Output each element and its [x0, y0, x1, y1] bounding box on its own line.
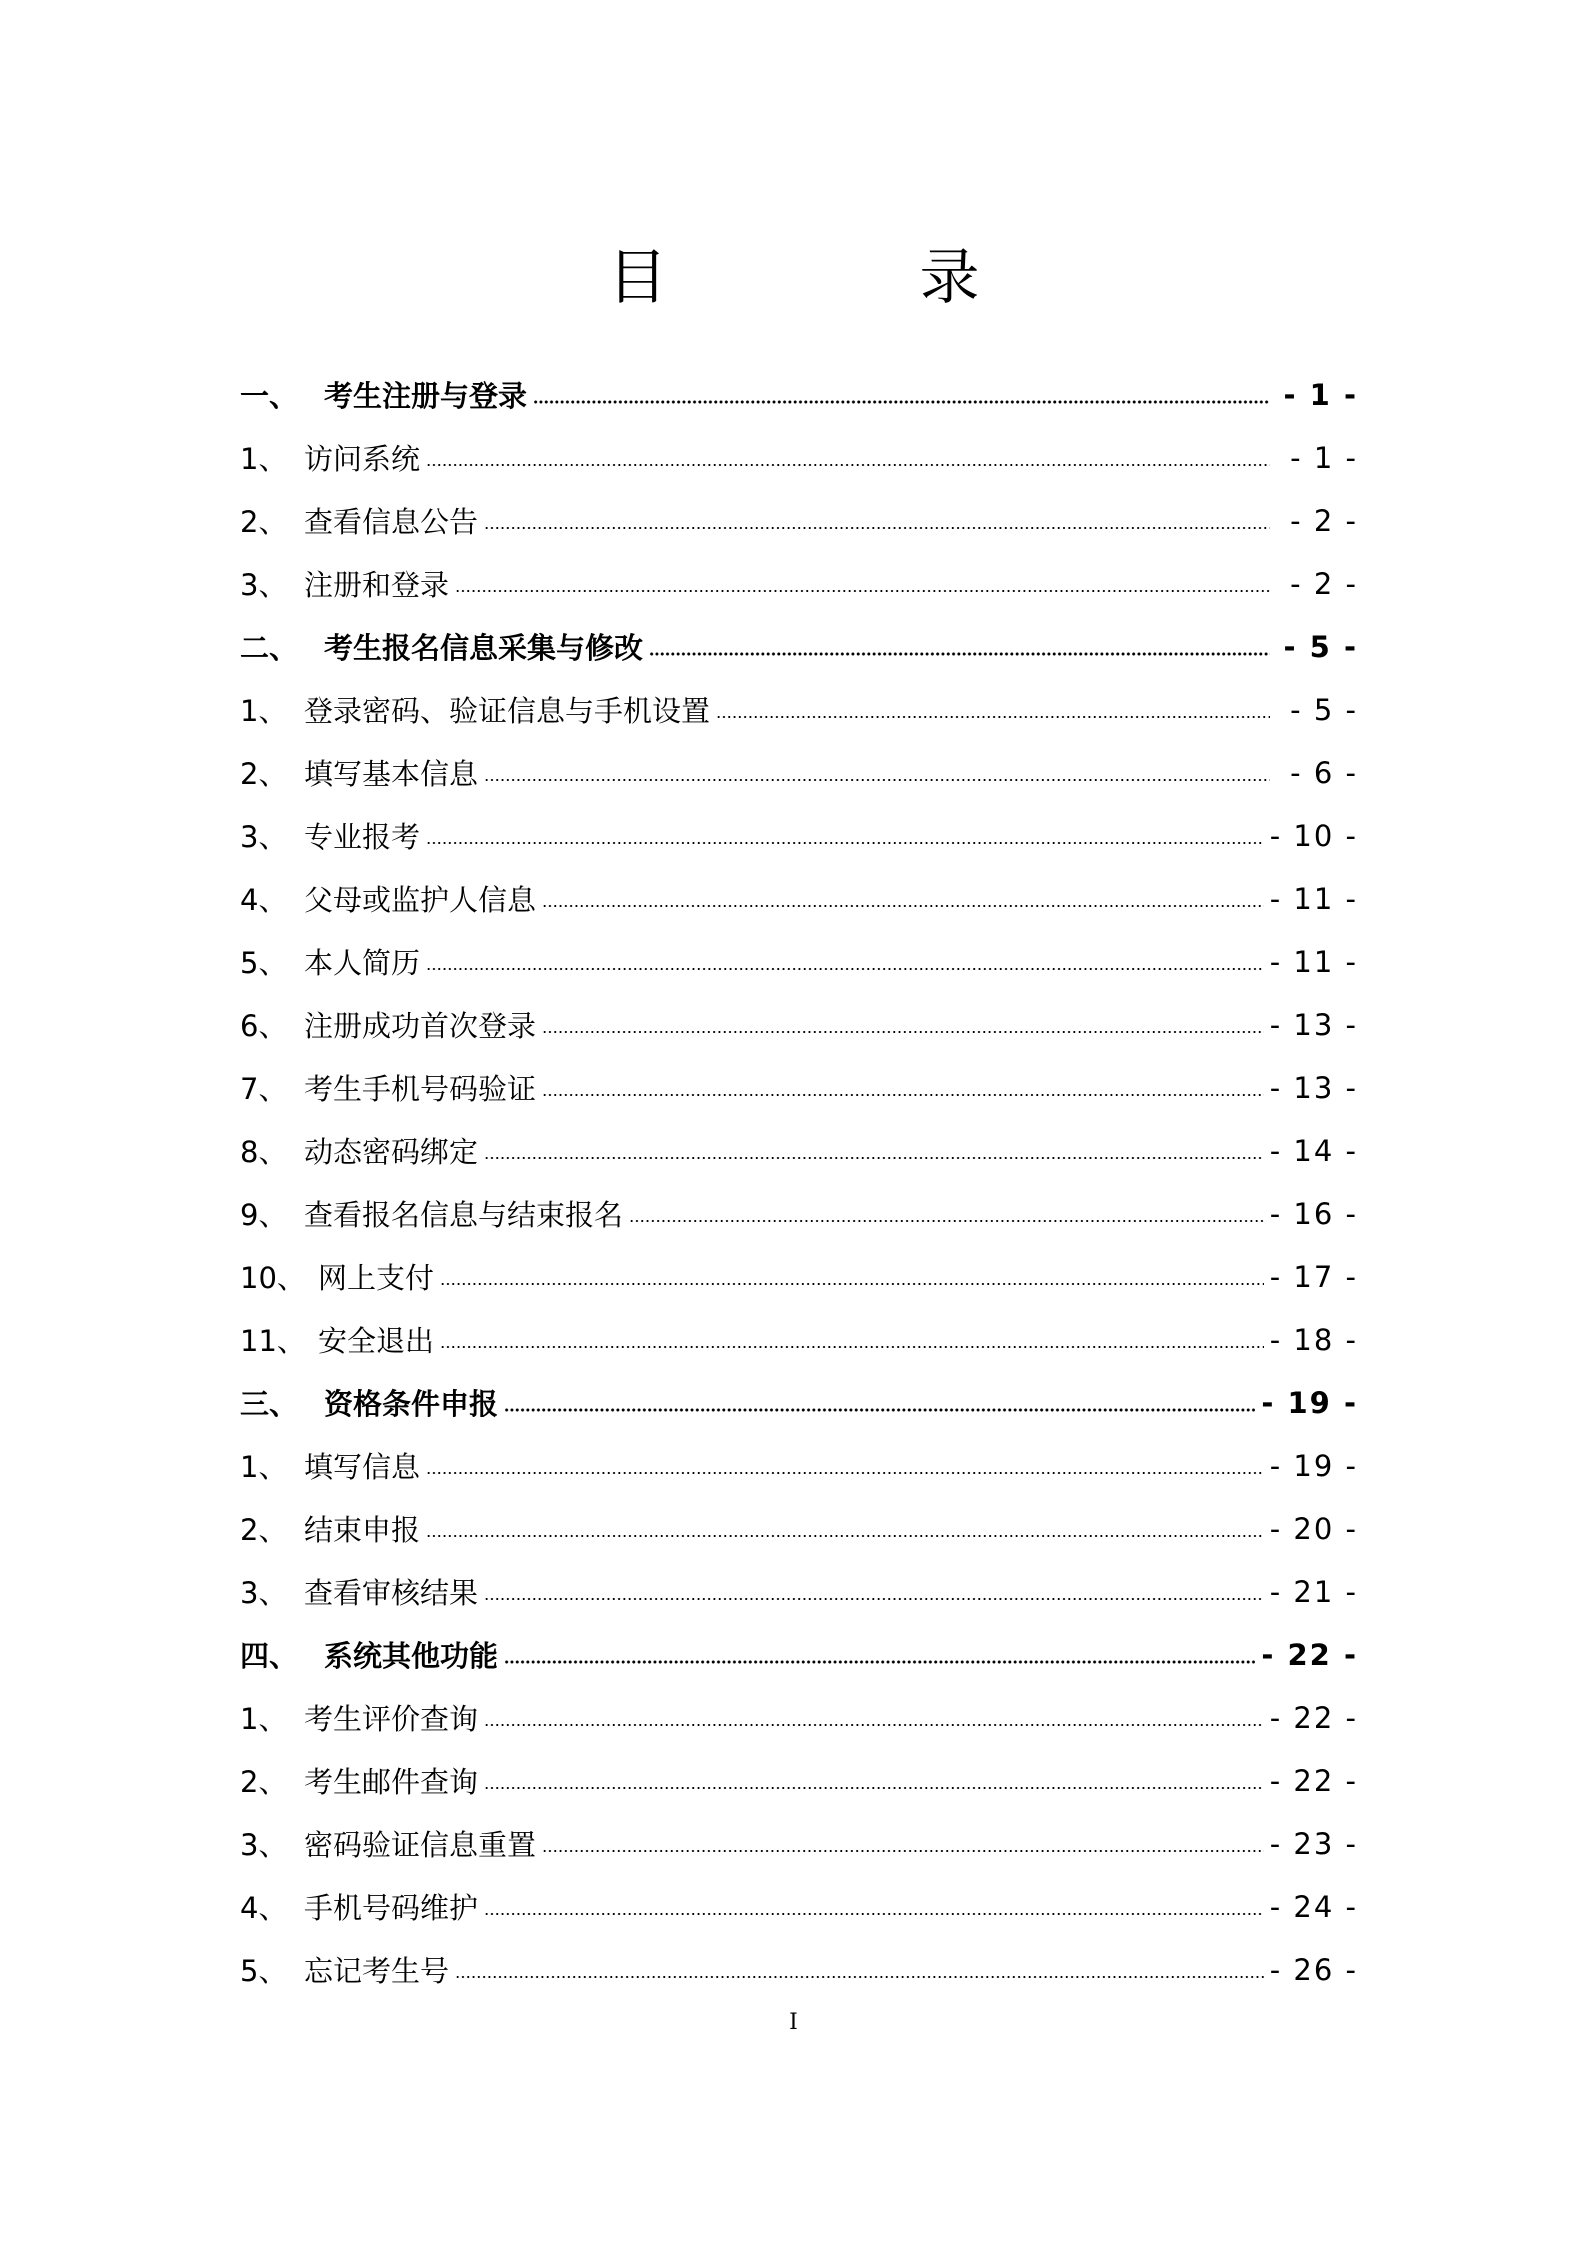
toc-entry-page: - 22 - [1269, 1763, 1358, 1798]
toc-dot-leader [426, 1469, 1264, 1477]
toc-entry-label: 忘记考生号 [304, 1954, 450, 1988]
toc-entry-number: 9、 [240, 1198, 288, 1232]
toc-entry-number: 四、 [240, 1639, 299, 1673]
page-number-footer: I [789, 2010, 798, 2035]
toc-dot-leader [629, 1217, 1264, 1225]
toc-entry-number: 1、 [240, 442, 288, 476]
toc-entry-number: 8、 [240, 1135, 288, 1169]
toc-item-entry[interactable] [240, 804, 1358, 867]
toc-item-entry[interactable] [240, 552, 1358, 615]
toc-entry-page: - 24 - [1269, 1889, 1358, 1924]
toc-entry-number: 二、 [240, 631, 299, 665]
toc-entry-label: 注册和登录 [304, 568, 450, 602]
toc-entry-page: - 11 - [1269, 881, 1358, 916]
toc-entry-number: 3、 [240, 568, 288, 602]
toc-entry-number: 3、 [240, 820, 288, 854]
toc-entry-label: 考生评价查询 [304, 1702, 479, 1736]
toc-entry-number: 4、 [240, 883, 288, 917]
toc-entry-page: - 26 - [1269, 1952, 1358, 1987]
toc-entry-page: - 22 - [1269, 1700, 1358, 1735]
toc-dot-leader [455, 1973, 1264, 1981]
toc-entry-label: 安全退出 [318, 1324, 435, 1358]
toc-item-entry[interactable] [240, 1182, 1358, 1245]
toc-entry-page: - 11 - [1269, 944, 1358, 979]
toc-item-entry[interactable] [240, 1875, 1358, 1938]
toc-entry-number: 1、 [240, 694, 288, 728]
toc-entry-page: - 19 - [1261, 1385, 1358, 1420]
toc-dot-leader [426, 461, 1270, 469]
toc-entry-label: 考生手机号码验证 [304, 1072, 537, 1106]
toc-entry-number: 一、 [240, 379, 299, 413]
toc-dot-leader [426, 1532, 1264, 1540]
toc-entry-number: 5、 [240, 1954, 288, 1988]
table-of-contents [240, 363, 1358, 2001]
toc-entry-number: 1、 [240, 1450, 288, 1484]
toc-entry-label: 网上支付 [318, 1261, 435, 1295]
toc-dot-leader [542, 1028, 1264, 1036]
toc-entry-label: 密码验证信息重置 [304, 1828, 537, 1862]
toc-entry-number: 2、 [240, 757, 288, 791]
toc-entry-page: - 22 - [1261, 1637, 1358, 1672]
toc-entry-number: 3、 [240, 1576, 288, 1610]
toc-item-entry[interactable] [240, 1749, 1358, 1812]
toc-entry-page: - 23 - [1269, 1826, 1358, 1861]
toc-dot-leader [542, 1091, 1264, 1099]
toc-item-entry[interactable] [240, 741, 1358, 804]
toc-entry-page: - 17 - [1269, 1259, 1358, 1294]
toc-entry-label: 查看审核结果 [304, 1576, 479, 1610]
toc-entry-page: - 1 - [1290, 440, 1358, 475]
toc-entry-number: 1、 [240, 1702, 288, 1736]
toc-entry-page: - 1 - [1283, 377, 1358, 412]
toc-entry-page: - 21 - [1269, 1574, 1358, 1609]
toc-item-entry[interactable] [240, 1686, 1358, 1749]
toc-entry-label: 资格条件申报 [324, 1387, 499, 1421]
toc-item-entry[interactable] [240, 1560, 1358, 1623]
toc-entry-page: - 14 - [1269, 1133, 1358, 1168]
toc-entry-label: 考生注册与登录 [324, 379, 528, 413]
toc-dot-leader [440, 1343, 1264, 1351]
toc-dot-leader [649, 650, 1270, 658]
toc-entry-label: 考生邮件查询 [304, 1765, 479, 1799]
toc-entry-page: - 16 - [1269, 1196, 1358, 1231]
toc-entry-label: 填写基本信息 [304, 757, 479, 791]
toc-section-entry[interactable] [240, 1371, 1358, 1434]
toc-entry-number: 7、 [240, 1072, 288, 1106]
toc-item-entry[interactable] [240, 426, 1358, 489]
toc-dot-leader [484, 776, 1270, 784]
toc-entry-number: 4、 [240, 1891, 288, 1925]
toc-dot-leader [426, 965, 1264, 973]
toc-dot-leader [484, 524, 1270, 532]
toc-section-entry[interactable] [240, 363, 1358, 426]
toc-item-entry[interactable] [240, 489, 1358, 552]
toc-item-entry[interactable] [240, 1812, 1358, 1875]
toc-entry-number: 5、 [240, 946, 288, 980]
toc-item-entry[interactable] [240, 1434, 1358, 1497]
toc-item-entry[interactable] [240, 678, 1358, 741]
toc-entry-number: 6、 [240, 1009, 288, 1043]
toc-item-entry[interactable] [240, 1497, 1358, 1560]
toc-entry-page: - 5 - [1290, 692, 1358, 727]
toc-item-entry[interactable] [240, 867, 1358, 930]
toc-entry-page: - 6 - [1290, 755, 1358, 790]
page-title: 目 录 [607, 243, 1076, 313]
toc-item-entry[interactable] [240, 1245, 1358, 1308]
toc-dot-leader [504, 1658, 1255, 1666]
toc-entry-label: 查看报名信息与结束报名 [304, 1198, 624, 1232]
toc-entry-label: 动态密码绑定 [304, 1135, 479, 1169]
toc-item-entry[interactable] [240, 930, 1358, 993]
toc-entry-number: 2、 [240, 1513, 288, 1547]
toc-item-entry[interactable] [240, 993, 1358, 1056]
toc-item-entry[interactable] [240, 1308, 1358, 1371]
toc-dot-leader [484, 1784, 1264, 1792]
toc-entry-page: - 20 - [1269, 1511, 1358, 1546]
toc-item-entry[interactable] [240, 1119, 1358, 1182]
toc-entry-label: 专业报考 [304, 820, 421, 854]
toc-entry-number: 三、 [240, 1387, 299, 1421]
toc-entry-label: 本人简历 [304, 946, 421, 980]
toc-entry-page: - 18 - [1269, 1322, 1358, 1357]
toc-entry-number: 2、 [240, 1765, 288, 1799]
toc-dot-leader [440, 1280, 1264, 1288]
toc-dot-leader [484, 1721, 1264, 1729]
toc-item-entry[interactable] [240, 1056, 1358, 1119]
toc-entry-label: 结束申报 [304, 1513, 421, 1547]
toc-dot-leader [455, 587, 1270, 595]
toc-entry-page: - 19 - [1269, 1448, 1358, 1483]
toc-entry-label: 父母或监护人信息 [304, 883, 537, 917]
toc-dot-leader [716, 713, 1270, 721]
toc-entry-number: 3、 [240, 1828, 288, 1862]
toc-dot-leader [484, 1154, 1264, 1162]
toc-entry-label: 手机号码维护 [304, 1891, 479, 1925]
toc-entry-label: 注册成功首次登录 [304, 1009, 537, 1043]
toc-dot-leader [484, 1595, 1264, 1603]
toc-entry-page: - 13 - [1269, 1007, 1358, 1042]
toc-dot-leader [542, 1847, 1264, 1855]
toc-dot-leader [542, 902, 1264, 910]
toc-entry-label: 登录密码、验证信息与手机设置 [304, 694, 711, 728]
toc-entry-label: 访问系统 [304, 442, 421, 476]
toc-entry-page: - 2 - [1290, 566, 1358, 601]
toc-entry-label: 填写信息 [304, 1450, 421, 1484]
toc-dot-leader [484, 1910, 1264, 1918]
toc-entry-label: 查看信息公告 [304, 505, 479, 539]
toc-entry-page: - 10 - [1269, 818, 1358, 853]
toc-section-entry[interactable] [240, 1623, 1358, 1686]
toc-entry-page: - 13 - [1269, 1070, 1358, 1105]
toc-entry-number: 11、 [240, 1324, 306, 1358]
toc-entry-number: 2、 [240, 505, 288, 539]
toc-entry-page: - 5 - [1283, 629, 1358, 664]
toc-item-entry[interactable] [240, 1938, 1358, 2001]
toc-dot-leader [504, 1406, 1255, 1414]
toc-dot-leader [533, 398, 1270, 406]
toc-entry-label: 系统其他功能 [324, 1639, 499, 1673]
toc-section-entry[interactable] [240, 615, 1358, 678]
toc-dot-leader [426, 839, 1264, 847]
toc-entry-page: - 2 - [1290, 503, 1358, 538]
toc-entry-label: 考生报名信息采集与修改 [324, 631, 644, 665]
toc-entry-number: 10、 [240, 1261, 306, 1295]
